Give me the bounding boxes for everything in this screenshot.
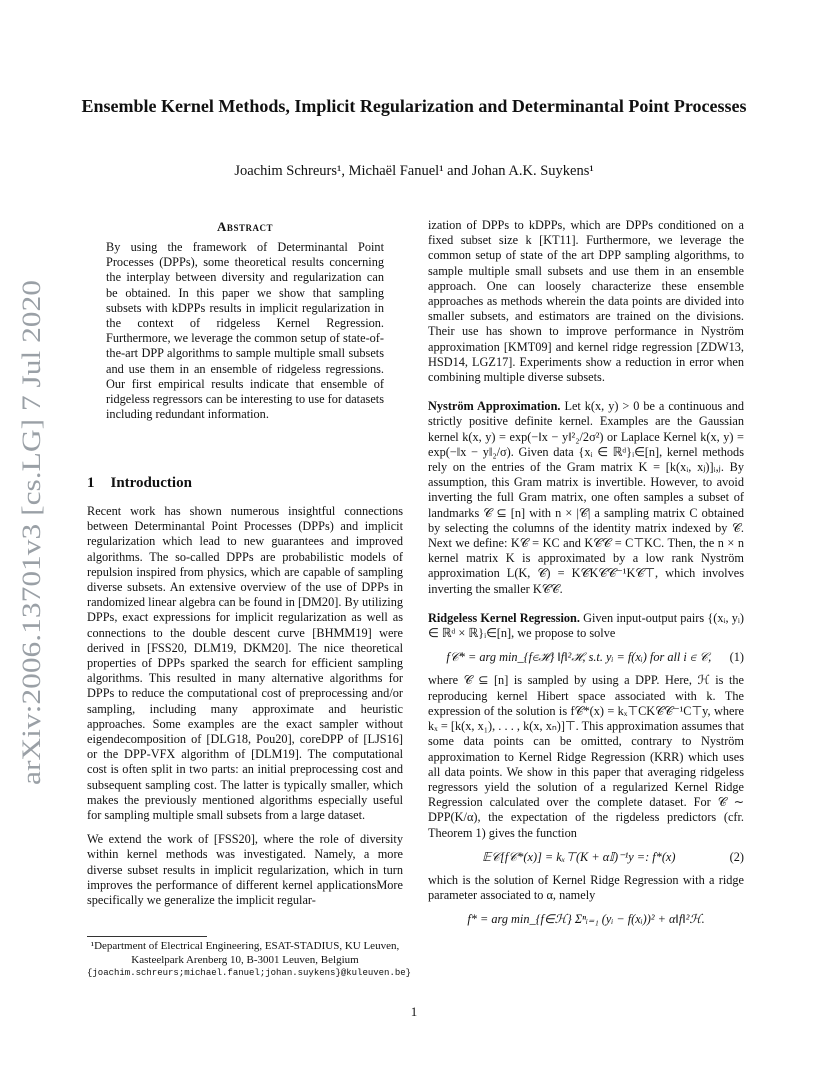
nystrom-text: Let k(x, y) > 0 be a continuous and strictly positive definite kernel. Examples are the Gaussian kernel k(x, y) = exp(−‖x − y‖²₂/2σ²) or Laplace Kernel k(x, y) = exp(−‖x − y‖₂/σ). Given data {xᵢ ∈ ℝᵈ}ᵢ∈[n], kernel methods rely on the entries of the Gram matrix K = [k(xᵢ, xⱼ)]ᵢ,ⱼ. By assumption, this Gram matrix is invertible. However, to avoid inverting the full Gram matrix, one often samples a subset of landmarks 𝒞 ⊆ [n] with n × |𝒞| a sampling matrix C obtained by selecting the columns of the identity matrix indexed by 𝒞. Next we define: K𝒞 = KC and K𝒞𝒞 = C⊤KC. Then, the n × n kernel matrix K is approximated by a low rank Nyström approximation L(K, 𝒞) = K𝒞K𝒞𝒞⁻¹K𝒞⊤, which involves inverting the smaller K𝒞𝒞. [428,399,744,596]
equation-2 [428,850,744,865]
footnote-emails: {joachim.schreurs;michael.fanuel;johan.suykens}@kuleuven.be} [87,968,412,978]
section-number: 1 [87,475,95,491]
ridgeless-heading: Ridgeless Kernel Regression. [428,610,580,625]
author-list: Joachim Schreurs¹, Michaël Fanuel¹ and Johan A.K. Suykens¹ [234,163,594,179]
footnote [87,940,412,981]
left-column [87,504,403,917]
equation-1-body: f𝒞* = arg min_{f∈ℋ} ‖f‖²ℋ, s.t. yᵢ = f(xᵢ) for all i ∈ 𝒞, [446,650,712,665]
ridgeless-text: Given input-output pairs {(xᵢ, yᵢ) ∈ ℝᵈ × ℝ}ᵢ∈[n], we propose to solve [428,610,744,641]
arxiv-stamp [10,275,50,795]
krr-text: which is the solution of Kernel Ridge Regression with a ridge parameter associated to α, namely [428,872,744,903]
right-column [428,218,744,936]
arxiv-stamp-text: arXiv:2006.13701v3 [cs.LG] 7 Jul 2020 [17,367,46,785]
paper-title: Ensemble Kernel Methods, Implicit Regularization and Determinantal Point Processes [81,96,747,116]
abstract-heading: Abstract [217,219,273,234]
footnote-rule [87,936,207,937]
ridgeless-continuation: where 𝒞 ⊆ [n] is sampled by using a DPP. Here, ℋ is the reproducing kernel Hibert space associated with k. The expression of the solution is f𝒞*(x) = kₓ⊤CK𝒞𝒞⁻¹C⊤y, where kₓ = [k(x, x₁), . . . , k(x, xₙ)]⊤. This approximation assumes that some data points can be omitted, contrary to Nyström approximation to Kernel Ridge Regression (KRR) which uses all data points. We show in this paper that averaging ridgeless regressors yield the solution of a regularized Kernel Ridge Regression calculated over the complete dataset. For 𝒞 ∼ DPP(K/α), the expectation of the rigdeless predictors (cfr. Theorem 1) gives the function [428,673,744,840]
footnote-affiliation: ¹Department of Electrical Engineering, ESAT-STADIUS, KU Leuven, Kasteelpark Arenberg 10, B-3001 Leuven, Belgium [90,940,400,966]
right-paragraph-1: ization of DPPs to kDPPs, which are DPPs conditioned on a fixed subset size k [KT11]. Furthermore, we leverage the common setup of state of the art DPP sampling algorithms, to sample multiple small subsets and use them in an ensemble approach. One can loosely characterize these ensemble approaches as methods wherein the data points are divided into smaller subsets, and estimators are trained on the divisions. Their use has shown to improve performance in Nyström approximation [KMT09] and kernel ridge regression [ZDW13, HSD14, LGZ17]. Experiments show a reduction in error when combining multiple diverse subsets. [428,218,744,385]
equation-2-body: 𝔼𝒞[f𝒞*(x)] = kₓ⊤(K + α𝕀)⁻¹y =: f*(x) [482,849,676,864]
equation-2-number: (2) [729,849,744,864]
page-number: 1 [410,1004,418,1019]
abstract-text: By using the framework of Determinantal Point Processes (DPPs), some theoretical results concerning the interplay between diversity and regularization can be obtained. In this paper we show that sampling subsets with kDPPs results in implicit regularization in the context of ridgeless Kernel Regression. Furthermore, we leverage the common setup of state-of-the-art DPP algorithms to sample multiple small subsets and use them in an ensemble of ridgeless regressions. Our first empirical results indicate that ensemble of ridgeless regressors can be interesting to use for datasets including redundant information. [106,240,384,422]
nystrom-paragraph [428,399,744,597]
intro-paragraph-2: We extend the work of [FSS20], where the role of diversity within kernel methods was investigated. Namely, a more diverse subset results in implicit regularization, which in turn improves the performance of different kernel applicationsMore specifically we generalize the implicit regular- [87,832,403,908]
section-title: Introduction [110,475,192,491]
nystrom-heading: Nyström Approximation. [428,399,561,414]
equation-1-number: (1) [729,650,744,665]
equation-1 [428,650,744,665]
section-heading [87,475,208,492]
ridgeless-paragraph [428,611,744,641]
intro-paragraph-1: Recent work has shown numerous insightful connections between Determinantal Point Processes (DPPs) and implicit regularization which lead to new guarantees and improved algorithms. The so-called DPPs are probabilistic models of repulsion inspired from physics, which are capable of sampling diverse subsets. An extensive overview of the use of DPPs in randomized linear algebra can be found in [DM20]. By utilizing DPPs, exact expressions for implicit regularization as well as connections to the double descent curve [BHMM19] were derived in [FSS20, DLM19, DKM20]. The nice theoretical properties of DPPs sparked the search for efficient sampling algorithms. This resulted in many alternative algorithms for DPPs to reduce the computational cost of preprocessing and/or sampling, including many approximate and heuristic approaches. Some examples are the exact sampler without eigendecomposition of [DLG18, Pou20], coreDPP of [LJS16] or the DPP-VFX algorithm of [DLM19]. The computational cost is often split in two parts: an initial preprocessing cost and subsequent sampling cost. The latter is typically smaller, which makes the previously mentioned algorithms especially useful for sampling multiple small subsets from a large dataset. [87,504,403,823]
equation-3: f* = arg min_{f∈ℋ} Σⁿᵢ₌₁ (yᵢ − f(xᵢ))² + α‖f‖²ℋ. [467,912,705,927]
